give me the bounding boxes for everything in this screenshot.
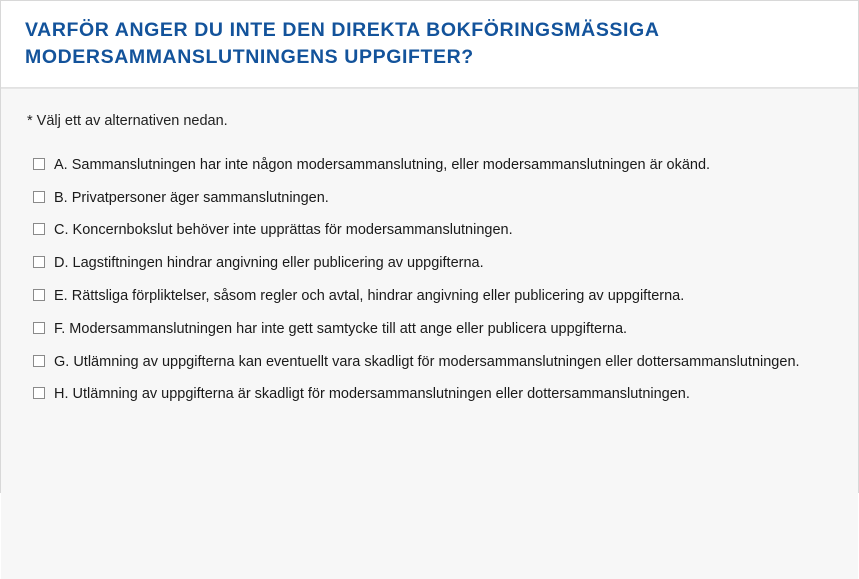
option-row[interactable]	[25, 384, 834, 404]
page-title: VARFÖR ANGER DU INTE DEN DIREKTA BOKFÖRINGSMÄSSIGA MODERSAMMANSLUTNINGENS UPPGIFTER?	[25, 19, 659, 68]
option-row[interactable]	[25, 188, 834, 208]
option-label-option-g[interactable]: G. Utlämning av uppgifterna kan eventuellt vara skadligt för modersammanslutningen eller dottersammanslutningen.	[54, 353, 800, 370]
option-label-option-c[interactable]: C. Koncernbokslut behöver inte upprättas för modersammanslutningen.	[54, 222, 513, 239]
option-label-option-e[interactable]: E. Rättsliga förpliktelser, såsom regler och avtal, hindrar angivning eller publicering av uppgifterna.	[54, 288, 685, 304]
checkbox-option-c[interactable]	[33, 223, 45, 235]
option-row[interactable]	[25, 286, 834, 306]
checkbox-option-d[interactable]	[33, 256, 45, 268]
option-label-option-b[interactable]: B. Privatpersoner äger sammanslutningen.	[54, 189, 329, 206]
checkbox-option-g[interactable]	[33, 355, 45, 367]
option-label-option-a[interactable]: A. Sammanslutningen har inte någon modersammanslutning, eller modersammanslutningen är okänd.	[54, 156, 711, 173]
option-row[interactable]	[25, 352, 834, 372]
form-instruction: * Välj ett av alternativen nedan.	[27, 112, 228, 129]
checkbox-option-b[interactable]	[33, 191, 45, 203]
option-label-option-d[interactable]: D. Lagstiftningen hindrar angivning eller publicering av uppgifterna.	[54, 255, 484, 272]
option-row[interactable]	[25, 220, 834, 240]
title-area	[1, 1, 858, 81]
option-label-option-h[interactable]: H. Utlämning av uppgifterna är skadligt för modersammanslutningen eller dottersammanslutningen.	[54, 386, 690, 403]
checkbox-option-e[interactable]	[33, 289, 45, 301]
option-label-option-f[interactable]: F. Modersammanslutningen har inte gett samtycke till att ange eller publicera uppgifterna.	[54, 320, 628, 337]
option-row[interactable]	[25, 253, 834, 273]
checkbox-option-a[interactable]	[33, 158, 45, 170]
option-row[interactable]	[25, 319, 834, 339]
option-list	[25, 155, 834, 405]
form-body	[1, 88, 858, 579]
option-row[interactable]	[25, 155, 834, 175]
checkbox-option-h[interactable]	[33, 387, 45, 399]
checkbox-option-f[interactable]	[33, 322, 45, 334]
